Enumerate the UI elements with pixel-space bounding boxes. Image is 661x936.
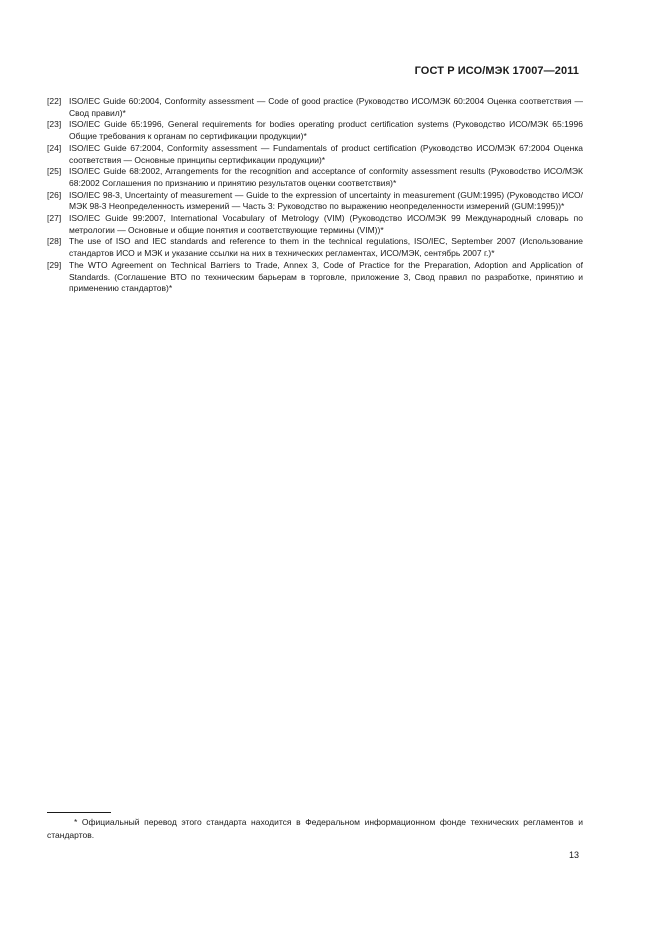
entry-text: ISO/IEC Guide 67:2004, Conformity assessment — Fundamentals of product certification (Руководство ИСО/МЭК 67:2004 Оценка соответствия — Основные принципы сертификации продукции)* bbox=[69, 142, 583, 165]
page-header-title: ГОСТ Р ИСО/МЭК 17007—2011 bbox=[414, 65, 579, 77]
entry-text: ISO/IEC Guide 60:2004, Conformity assessment — Code of good practice (Руководство ИСО/МЭК 60:2004 Оценка соответствия — Свод правил)* bbox=[69, 96, 583, 118]
bibliography-list bbox=[47, 96, 583, 295]
footnote-text: * Официальный перевод этого стандарта находится в Федеральном информационном фонде технических регламентов и стандартов. bbox=[47, 817, 583, 840]
entry-text: ISO/IEC Guide 68:2002, Arrangements for the recognition and acceptance of conformity assessment results (Руковоdство ИСО/МЭК 68:2002 Соглашения по признанию и принятию результатов оценки соответствия)* bbox=[69, 166, 583, 188]
entry-number: [29] bbox=[47, 259, 62, 270]
entry-number: [23] bbox=[47, 119, 62, 130]
footnote-divider bbox=[47, 812, 111, 813]
entry-number: [27] bbox=[47, 213, 62, 224]
bibliography-entry bbox=[47, 143, 583, 166]
bibliography-entry bbox=[47, 119, 583, 142]
bibliography-entry bbox=[47, 260, 583, 295]
bibliography-entry bbox=[47, 213, 583, 236]
bibliography-entry bbox=[47, 166, 583, 189]
entry-number: [24] bbox=[47, 142, 62, 153]
entry-text: The use of ISO and IEC standards and reference to them in the technical regulations, ISO/IEC, September 2007 (Использование стандартов ИСО и МЭК и указание ссылки на них в технических регламентах, ИСО/МЭК, сентябрь 2007 г.)* bbox=[69, 236, 583, 259]
bibliography-entry bbox=[47, 236, 583, 259]
entry-number: [28] bbox=[47, 236, 62, 247]
entry-text: ISO/IEC Guide 65:1996, General requirements for bodies operating product certification systems (Руководство ИСО/МЭК 65:1996 Общие требования к органам по сертификации продукции)* bbox=[69, 119, 583, 142]
entry-text: ISO/IEC 98-3, Uncertainty of measurement — Guide to the expression of uncertainty in measurement (GUM:1995) (Руководство ИСО/МЭК 98-3 Неопределенность измерений — Часть 3: Руководство по выражению неопределенности измерений (GUM:1995))* bbox=[69, 189, 583, 212]
bibliography-entry bbox=[47, 96, 583, 119]
page-number: 13 bbox=[568, 850, 579, 860]
entry-number: [22] bbox=[47, 96, 62, 106]
bibliography-entry bbox=[47, 190, 583, 213]
entry-number: [25] bbox=[47, 166, 62, 177]
entry-text: The WTO Agreement on Technical Barriers to Trade, Annex 3, Code of Practice for the Preparation, Adoption and Application of Standards. (Соглашение ВТО по техническим барьерам в торговле, приложение 3, Свод правил по разработке, принятию и применению стандартов)* bbox=[69, 259, 583, 294]
entry-text: ISO/IEC Guide 99:2007, International Vocabulary of Metrology (VIM) (Руководство ИСО/МЭК 99 Международный словарь по метрологии — Основные и общие понятия и соответствующие термины (VIM))* bbox=[69, 213, 583, 235]
entry-number: [26] bbox=[47, 189, 62, 200]
